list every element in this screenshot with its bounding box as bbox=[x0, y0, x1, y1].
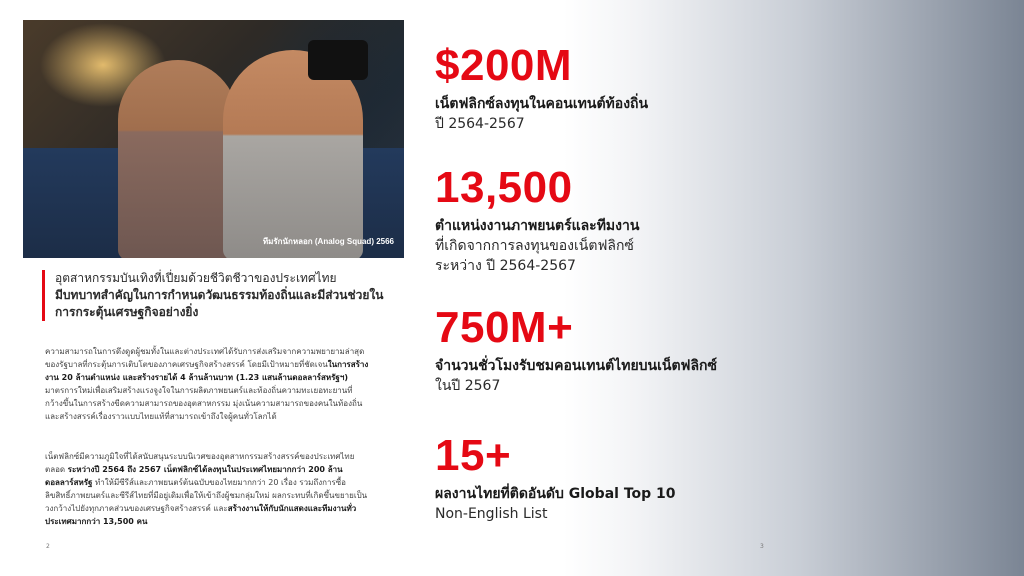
para2-bold1: ระหว่างปี 2564 ถึง 2567 เน็ตฟลิกซ์ได้ลงทุนในประเทศไทยมากกว่า 200 ล้านดอลลาร์สหรัฐ bbox=[45, 465, 343, 487]
quote-line1: อุตสาหกรรมบันเทิงที่เปี่ยมด้วยชีวิตชีวาของประเทศไทย bbox=[55, 271, 337, 285]
stat-sublabel-2: ระหว่าง ปี 2564-2567 bbox=[435, 258, 576, 274]
para2-bold2: สร้างงานให้กับนักแสดงและทีมงานทั่วประเทศมากกว่า 13,500 คน bbox=[45, 504, 357, 526]
page-number-right: 3 bbox=[760, 543, 764, 550]
woman-figure bbox=[223, 50, 363, 258]
camera-shape bbox=[308, 40, 368, 80]
stat-sublabel: Non-English List bbox=[435, 506, 548, 522]
stat-label: จำนวนชั่วโมงรับชมคอนเทนต์ไทยบนเน็ตฟลิกซ์ bbox=[435, 358, 718, 374]
stat-block-top10 bbox=[435, 431, 795, 524]
stat-label: เน็ตฟลิกซ์ลงทุนในคอนเทนต์ท้องถิ่น bbox=[435, 96, 649, 112]
stat-label: ผลงานไทยที่ติดอันดับ Global Top 10 bbox=[435, 486, 676, 502]
man-figure bbox=[118, 60, 238, 258]
para2-text1: เน็ตฟลิกซ์มีความภูมิใจที่ได้สนับสนุนระบบนิเวศของอุตสาหกรรมสร้างสรรค์ของประเทศไทยตลอด bbox=[45, 452, 355, 474]
stat-value: $200M bbox=[435, 41, 573, 90]
para1-text2: มาตรการใหม่เพื่อเสริมสร้างแรงจูงใจในการผลิตภาพยนตร์และท้องถิ่นความทะเยอทะยานที่กว้างขึ้นในการสร้างขีดความสามารถของอุตสาหกรรม มุ่งเน้นความสามารถของคนในท้องถิ่น และสร้างสรรค์เรื่องราวแบบไทยแท้ที่สามารถเข้าถึงใจผู้คนทั่วโลกได้ bbox=[45, 386, 363, 421]
stat-block-investment bbox=[435, 41, 795, 134]
stat-value: 750M+ bbox=[435, 303, 574, 352]
stat-sublabel: ในปี 2567 bbox=[435, 378, 501, 394]
quote-bold: มีบทบาทสำคัญในการกำหนดวัฒนธรรมท้องถิ่นและมีส่วนช่วยในการกระตุ้นเศรษฐกิจอย่างยิ่ง bbox=[55, 288, 384, 319]
page-number-left: 2 bbox=[46, 543, 50, 550]
stat-block-hours bbox=[435, 303, 795, 396]
para1-text1: ความสามารถในการดึงดูดผู้ชมทั้งในและต่างประเทศได้รับการส่งเสริมจากความพยายามล่าสุดของรัฐบาลที่กระตุ้นการเติบโตของภาคเศรษฐกิจสร้างสรรค์ โดยมีเป้าหมายที่ชัดเจน bbox=[45, 347, 365, 369]
pull-quote bbox=[42, 270, 405, 321]
hero-photo bbox=[23, 20, 404, 258]
stat-sublabel: ปี 2564-2567 bbox=[435, 116, 525, 132]
body-paragraph-1 bbox=[45, 345, 370, 423]
stat-value: 15+ bbox=[435, 431, 512, 480]
para2-text2: ทำให้มีซีรีส์และภาพยนตร์ต้นฉบับของไทยมากกว่า 20 เรื่อง รวมถึงการซื้อลิขสิทธิ์ภาพยนตร์และซีรีส์ไทยที่มีอยู่เดิมเพื่อให้เข้าถึงผู้ชมกลุ่มใหม่ ผลกระทบที่เกิดขึ้นขยายเป็นวงกว้างไปยังทุกภาคส่วนของเศรษฐกิจสร้างสรรค์ และ bbox=[45, 478, 368, 513]
para1-bold1: ในการสร้างงาน 20 ล้านตำแหน่ง และสร้างรายได้ 4 ล้านล้านบาท (1.23 แสนล้านดอลลาร์สหรัฐฯ) bbox=[45, 360, 369, 382]
stat-block-jobs bbox=[435, 163, 795, 276]
photo-caption: ทีมรักนักหลอก (Analog Squad) 2566 bbox=[262, 237, 394, 246]
stat-value: 13,500 bbox=[435, 163, 573, 212]
body-paragraph-2 bbox=[45, 450, 370, 528]
stat-label: ตำแหน่งงานภาพยนตร์และทีมงาน bbox=[435, 218, 640, 234]
stat-sublabel: ที่เกิดจากการลงทุนของเน็ตฟลิกซ์ bbox=[435, 238, 634, 254]
